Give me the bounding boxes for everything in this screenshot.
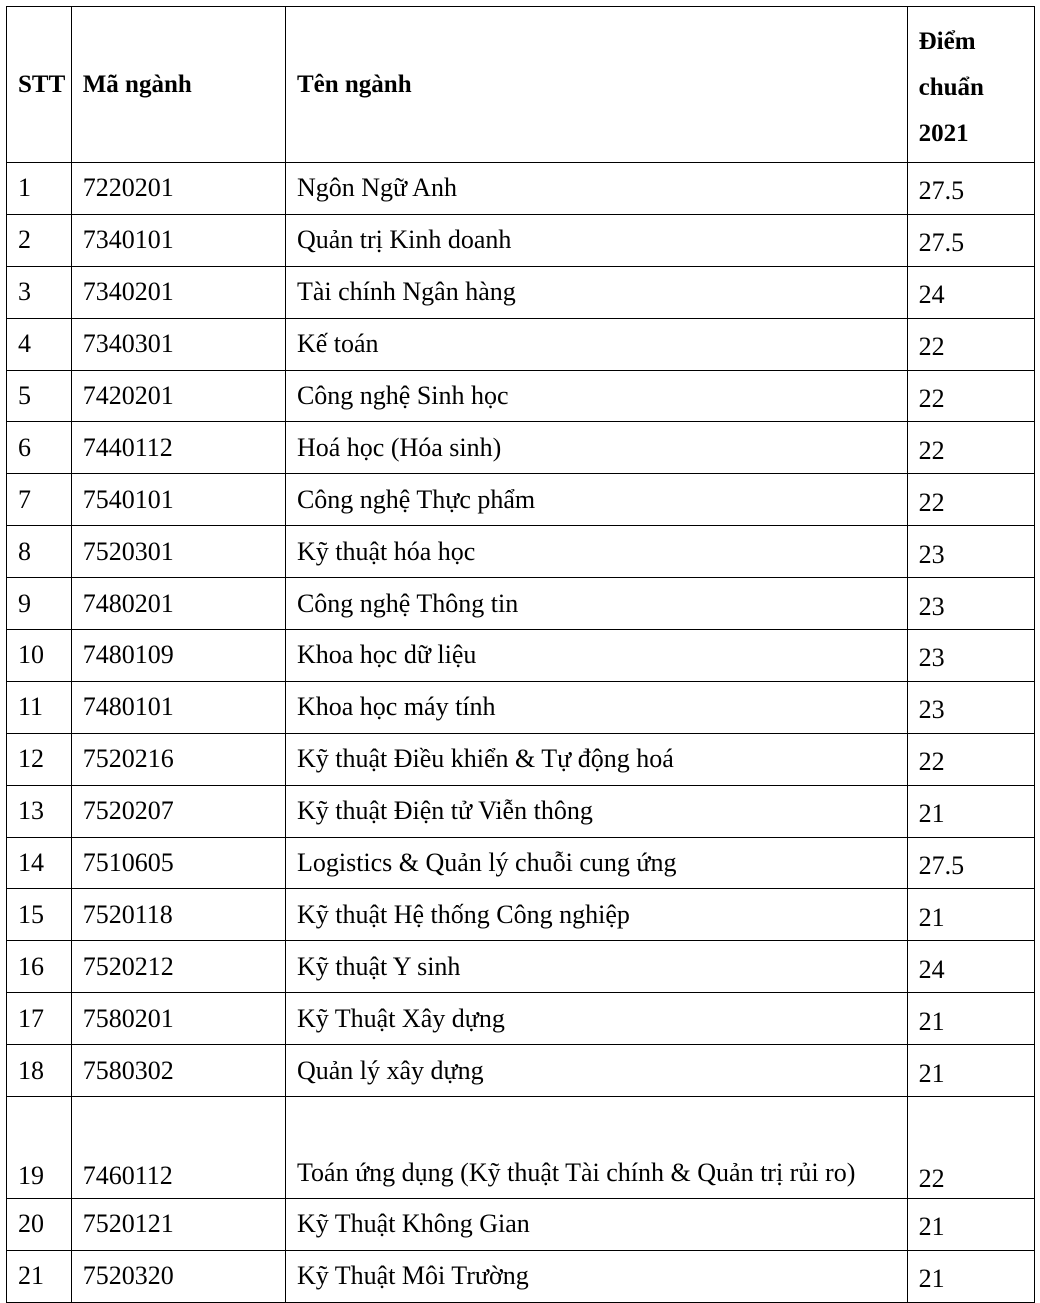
- cell-code: 7480109: [71, 630, 285, 682]
- header-code: Mã ngành: [71, 7, 285, 163]
- cell-code: 7510605: [71, 837, 285, 889]
- cell-name: Quản trị Kinh doanh: [285, 214, 907, 266]
- cell-score: 21: [907, 785, 1034, 837]
- cell-code: 7440112: [71, 422, 285, 474]
- cell-score: 21: [907, 1045, 1034, 1097]
- cell-code: 7540101: [71, 474, 285, 526]
- cell-score: 21: [907, 1199, 1034, 1251]
- cell-stt: 19: [7, 1097, 72, 1199]
- cell-stt: 12: [7, 733, 72, 785]
- table-row: [7, 889, 1035, 941]
- header-score-line-3: 2021: [918, 120, 969, 147]
- cell-stt: 9: [7, 578, 72, 630]
- cell-code: 7340101: [71, 214, 285, 266]
- table-body: [7, 163, 1035, 1303]
- cell-score: 27.5: [907, 214, 1034, 266]
- cell-code: 7460112: [71, 1097, 285, 1199]
- cell-stt: 16: [7, 941, 72, 993]
- cell-stt: 3: [7, 266, 72, 318]
- table-row: [7, 526, 1035, 578]
- cell-name: Kỹ thuật Y sinh: [285, 941, 907, 993]
- table-row: [7, 163, 1035, 215]
- cell-score: 22: [907, 318, 1034, 370]
- table-row: [7, 630, 1035, 682]
- cell-stt: 14: [7, 837, 72, 889]
- cell-score: 27.5: [907, 837, 1034, 889]
- header-stt: STT: [7, 7, 72, 163]
- table-row: [7, 837, 1035, 889]
- table-row: [7, 941, 1035, 993]
- cell-score: 22: [907, 422, 1034, 474]
- admission-score-table: [6, 6, 1035, 1303]
- table-row: [7, 578, 1035, 630]
- cell-stt: 18: [7, 1045, 72, 1097]
- cell-name: Kế toán: [285, 318, 907, 370]
- header-score: [907, 7, 1034, 163]
- table-row: [7, 733, 1035, 785]
- cell-name: Quản lý xây dựng: [285, 1045, 907, 1097]
- cell-stt: 10: [7, 630, 72, 682]
- cell-stt: 2: [7, 214, 72, 266]
- cell-stt: 1: [7, 163, 72, 215]
- table-row: [7, 1045, 1035, 1097]
- cell-score: 22: [907, 733, 1034, 785]
- cell-code: 7520320: [71, 1250, 285, 1302]
- cell-stt: 6: [7, 422, 72, 474]
- cell-score: 23: [907, 681, 1034, 733]
- header-score-line-2: chuẩn: [918, 74, 984, 101]
- header-score-line-1: Điểm: [918, 28, 976, 55]
- cell-stt: 20: [7, 1199, 72, 1251]
- table-row: [7, 474, 1035, 526]
- table-row: [7, 370, 1035, 422]
- cell-stt: 8: [7, 526, 72, 578]
- table-row: [7, 785, 1035, 837]
- cell-code: 7580201: [71, 993, 285, 1045]
- cell-name: Công nghệ Thông tin: [285, 578, 907, 630]
- cell-stt: 21: [7, 1250, 72, 1302]
- table-row: [7, 422, 1035, 474]
- table-row: [7, 1250, 1035, 1302]
- table-row: [7, 1199, 1035, 1251]
- cell-code: 7340201: [71, 266, 285, 318]
- cell-name: Kỹ Thuật Môi Trường: [285, 1250, 907, 1302]
- cell-code: 7520207: [71, 785, 285, 837]
- table-row: [7, 993, 1035, 1045]
- cell-score: 27.5: [907, 163, 1034, 215]
- cell-name: Kỹ thuật hóa học: [285, 526, 907, 578]
- cell-name: Tài chính Ngân hàng: [285, 266, 907, 318]
- cell-code: 7580302: [71, 1045, 285, 1097]
- cell-score: 21: [907, 1250, 1034, 1302]
- cell-score: 24: [907, 266, 1034, 318]
- cell-score: 23: [907, 630, 1034, 682]
- cell-stt: 13: [7, 785, 72, 837]
- table-row: [7, 214, 1035, 266]
- cell-score: 23: [907, 526, 1034, 578]
- cell-code: 7520301: [71, 526, 285, 578]
- cell-name: Kỹ thuật Hệ thống Công nghiệp: [285, 889, 907, 941]
- cell-code: 7480101: [71, 681, 285, 733]
- cell-score: 21: [907, 889, 1034, 941]
- cell-score: 23: [907, 578, 1034, 630]
- cell-stt: 15: [7, 889, 72, 941]
- cell-stt: 4: [7, 318, 72, 370]
- cell-code: 7520212: [71, 941, 285, 993]
- cell-name: Hoá học (Hóa sinh): [285, 422, 907, 474]
- cell-score: 24: [907, 941, 1034, 993]
- cell-stt: 17: [7, 993, 72, 1045]
- table-header: [7, 7, 1035, 163]
- cell-name: Kỹ thuật Điều khiển & Tự động hoá: [285, 733, 907, 785]
- cell-code: 7520118: [71, 889, 285, 941]
- cell-score: 22: [907, 474, 1034, 526]
- table-row: [7, 266, 1035, 318]
- cell-score: 22: [907, 370, 1034, 422]
- cell-name: Công nghệ Thực phẩm: [285, 474, 907, 526]
- cell-name: Công nghệ Sinh học: [285, 370, 907, 422]
- cell-stt: 5: [7, 370, 72, 422]
- cell-name: Kỹ Thuật Không Gian: [285, 1199, 907, 1251]
- cell-code: 7520216: [71, 733, 285, 785]
- cell-code: 7480201: [71, 578, 285, 630]
- cell-name: Logistics & Quản lý chuỗi cung ứng: [285, 837, 907, 889]
- header-name: Tên ngành: [285, 7, 907, 163]
- table-row: [7, 318, 1035, 370]
- cell-name: Kỹ Thuật Xây dựng: [285, 993, 907, 1045]
- header-row: [7, 7, 1035, 163]
- cell-stt: 7: [7, 474, 72, 526]
- cell-score: 21: [907, 993, 1034, 1045]
- cell-name: Khoa học máy tính: [285, 681, 907, 733]
- cell-score: 22: [907, 1097, 1034, 1199]
- cell-name: Khoa học dữ liệu: [285, 630, 907, 682]
- table-row: [7, 681, 1035, 733]
- cell-name: Ngôn Ngữ Anh: [285, 163, 907, 215]
- cell-stt: 11: [7, 681, 72, 733]
- table-row: [7, 1097, 1035, 1199]
- cell-code: 7340301: [71, 318, 285, 370]
- cell-name: Kỹ thuật Điện tử Viễn thông: [285, 785, 907, 837]
- cell-code: 7220201: [71, 163, 285, 215]
- cell-name: Toán ứng dụng (Kỹ thuật Tài chính & Quản trị rủi ro): [285, 1097, 907, 1199]
- cell-code: 7520121: [71, 1199, 285, 1251]
- cell-code: 7420201: [71, 370, 285, 422]
